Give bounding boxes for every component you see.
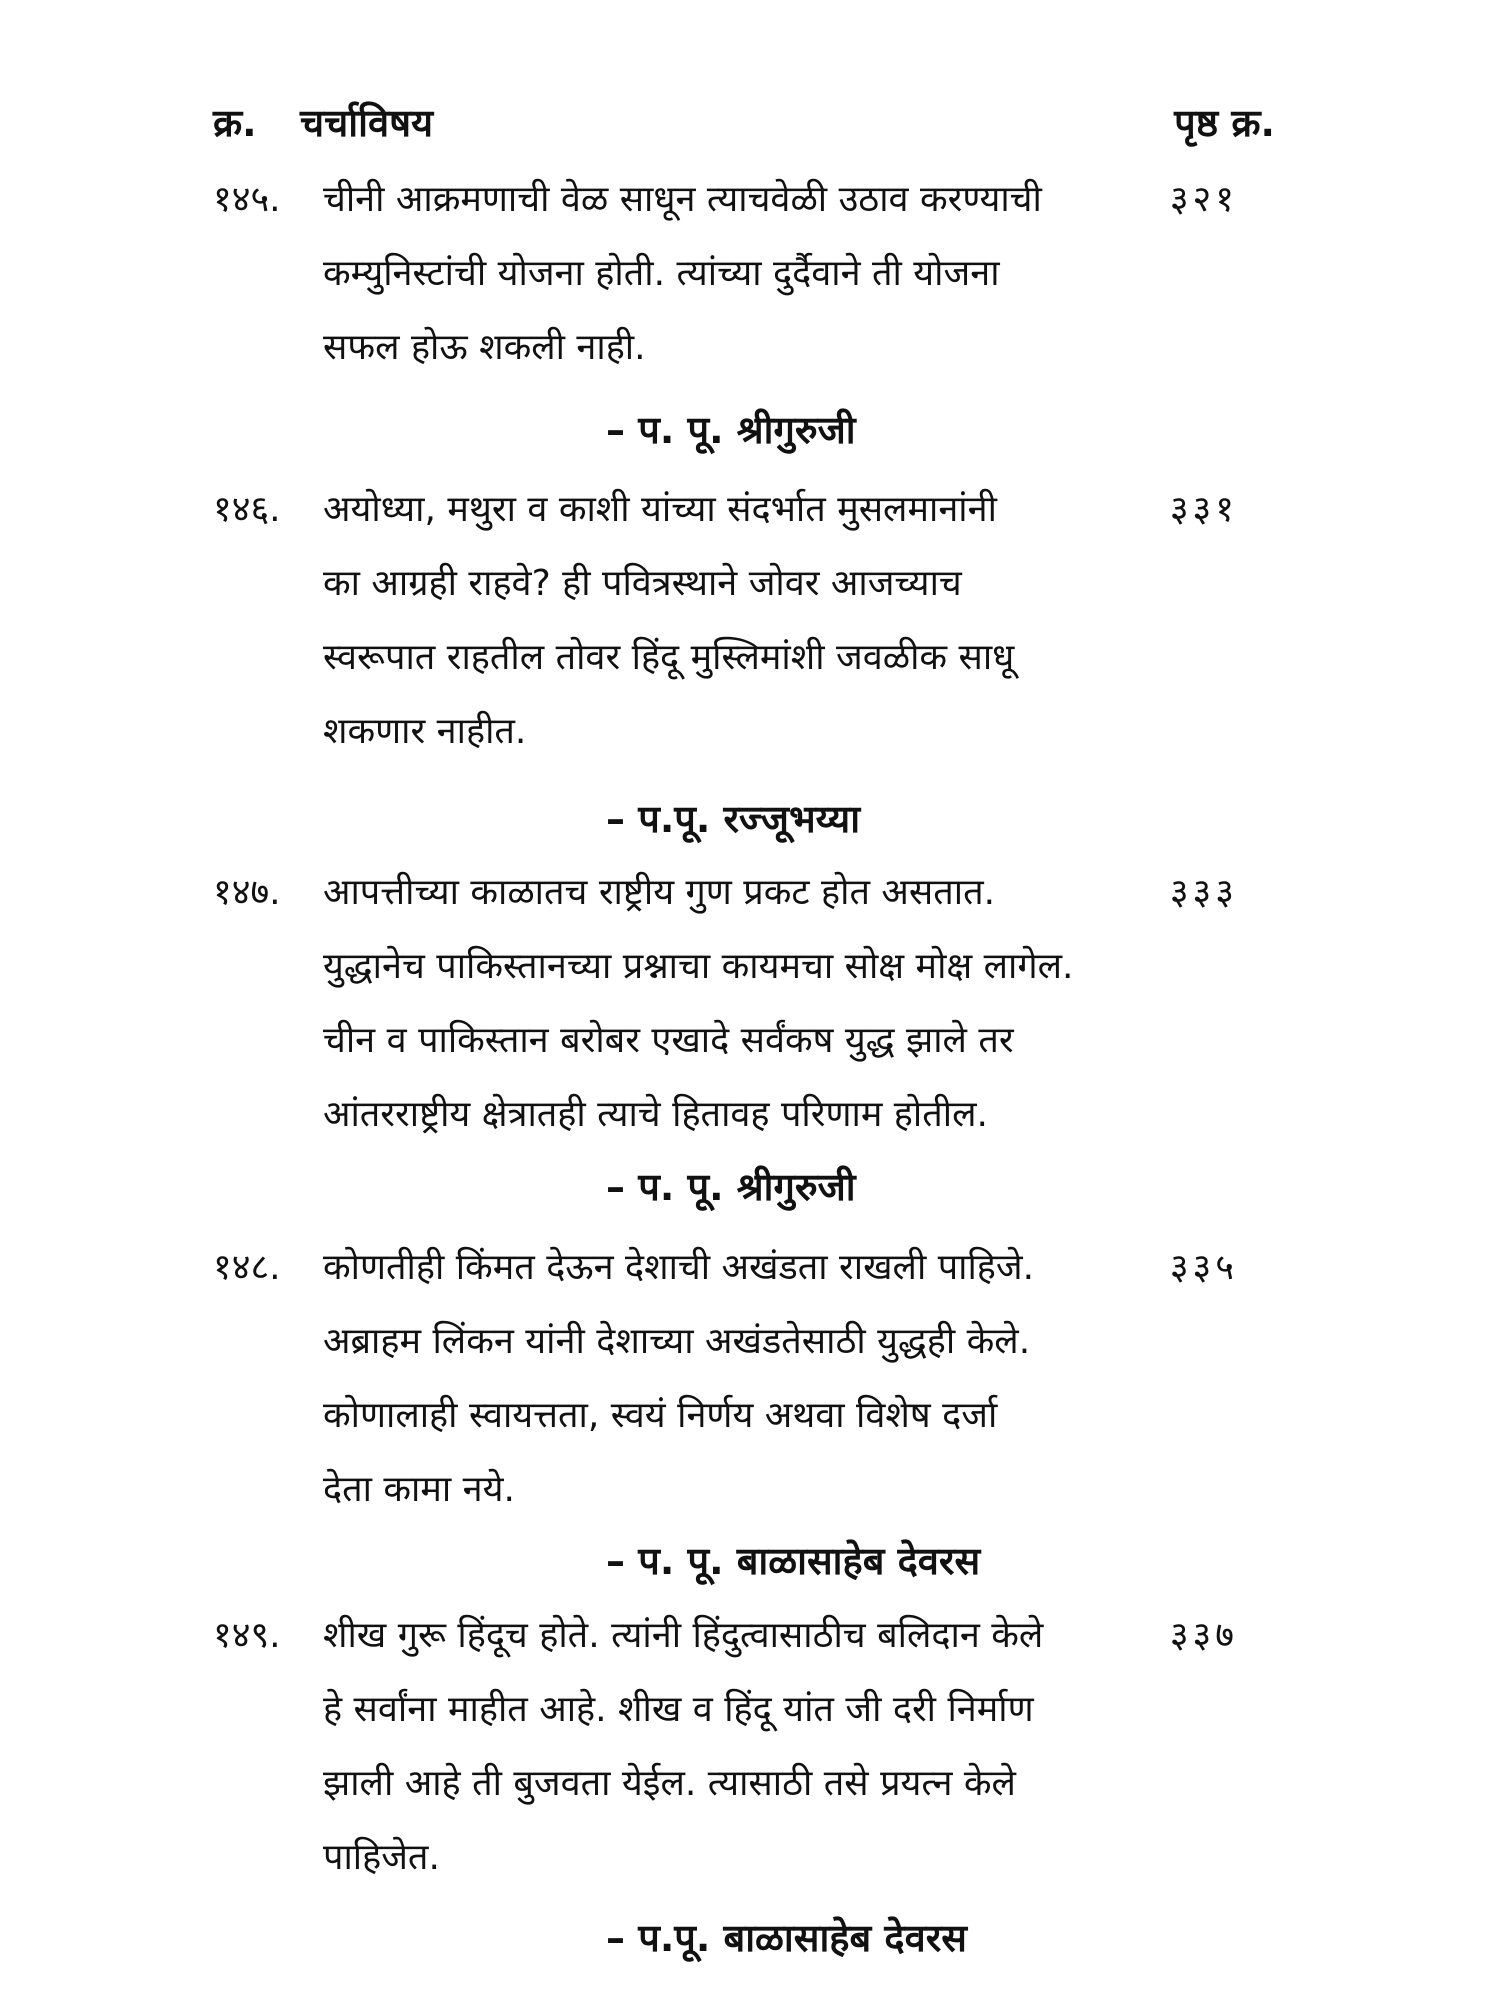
entry-text-line: हे सर्वांना माहीत आहे. शीख व हिंदू यांत जी दरी निर्माण — [323, 1689, 1034, 1730]
entry-text-line: पाहिजेत. — [323, 1837, 440, 1878]
entry-number: १४७. — [213, 872, 281, 913]
entry-attribution: – प. पू. श्रीगुरुजी — [606, 1165, 856, 1209]
entry-text-line: अयोध्या, मथुरा व काशी यांच्या संदर्भात मुसलमानांनी — [323, 489, 997, 530]
entry-text-line: शकणार नाहीत. — [323, 711, 527, 752]
entry-text-line: कोणालाही स्वायत्तता, स्वयं निर्णय अथवा विशेष दर्जा — [323, 1395, 998, 1436]
entry-text-line: चीन व पाकिस्तान बरोबर एखादे सर्वंकष युद्ध झाले तर — [323, 1020, 1014, 1061]
entry-page-number: ३३१ — [1169, 489, 1238, 530]
topic-column-header: चर्चाविषय — [300, 101, 434, 145]
entry-text-line: कम्युनिस्टांची योजना होती. त्यांच्या दुर्दैवाने ती योजना — [323, 253, 1000, 294]
entry-number: १४९. — [213, 1615, 281, 1656]
page-column-header: पृष्ठ क्र. — [1174, 101, 1275, 145]
entry-text-line: कोणतीही किंमत देऊन देशाची अखंडता राखली पाहिजे. — [323, 1247, 1035, 1288]
entry-number: १४६. — [213, 489, 281, 530]
entry-attribution: – प.पू. रज्जूभय्या — [606, 797, 861, 841]
entry-text-line: चीनी आक्रमणाची वेळ साधून त्याचवेळी उठाव करण्याची — [323, 179, 1042, 220]
entry-text-line: स्वरूपात राहतील तोवर हिंदू मुस्लिमांशी जवळीक साधू — [323, 637, 1015, 678]
serial-column-header: क्र. — [213, 101, 257, 145]
entry-page-number: ३२१ — [1169, 179, 1238, 220]
entry-number: १४५. — [213, 179, 281, 220]
entry-text-line: शीख गुरू हिंदूच होते. त्यांनी हिंदुत्वासाठीच बलिदान केले — [323, 1615, 1044, 1656]
entry-attribution: – प.पू. बाळासाहेब देवरस — [606, 1916, 967, 1960]
entry-text-line: अब्राहम लिंकन यांनी देशाच्या अखंडतेसाठी युद्धही केले. — [323, 1321, 1031, 1362]
entry-text-line: देता कामा नये. — [323, 1469, 515, 1510]
entry-number: १४८. — [213, 1247, 281, 1288]
entry-text-line: झाली आहे ती बुजवता येईल. त्यासाठी तसे प्रयत्न केले — [323, 1763, 1016, 1804]
entry-page-number: ३३३ — [1169, 872, 1238, 913]
entry-text-line: सफल होऊ शकली नाही. — [323, 327, 646, 368]
entry-text-line: युद्धानेच पाकिस्तानच्या प्रश्नाचा कायमचा सोक्ष मोक्ष लागेल. — [323, 946, 1074, 987]
entry-text-line: आपत्तीच्या काळातच राष्ट्रीय गुण प्रकट होत असतात. — [323, 872, 996, 913]
entry-text-line: का आग्रही राहवे? ही पवित्रस्थाने जोवर आजच्याच — [323, 563, 962, 604]
entry-text-line: आंतरराष्ट्रीय क्षेत्रातही त्याचे हितावह परिणाम होतील. — [323, 1094, 988, 1135]
entry-page-number: ३३५ — [1169, 1247, 1238, 1288]
entry-page-number: ३३७ — [1169, 1615, 1238, 1656]
entry-attribution: – प. पू. बाळासाहेब देवरस — [606, 1539, 981, 1583]
entry-attribution: – प. पू. श्रीगुरुजी — [606, 408, 856, 452]
